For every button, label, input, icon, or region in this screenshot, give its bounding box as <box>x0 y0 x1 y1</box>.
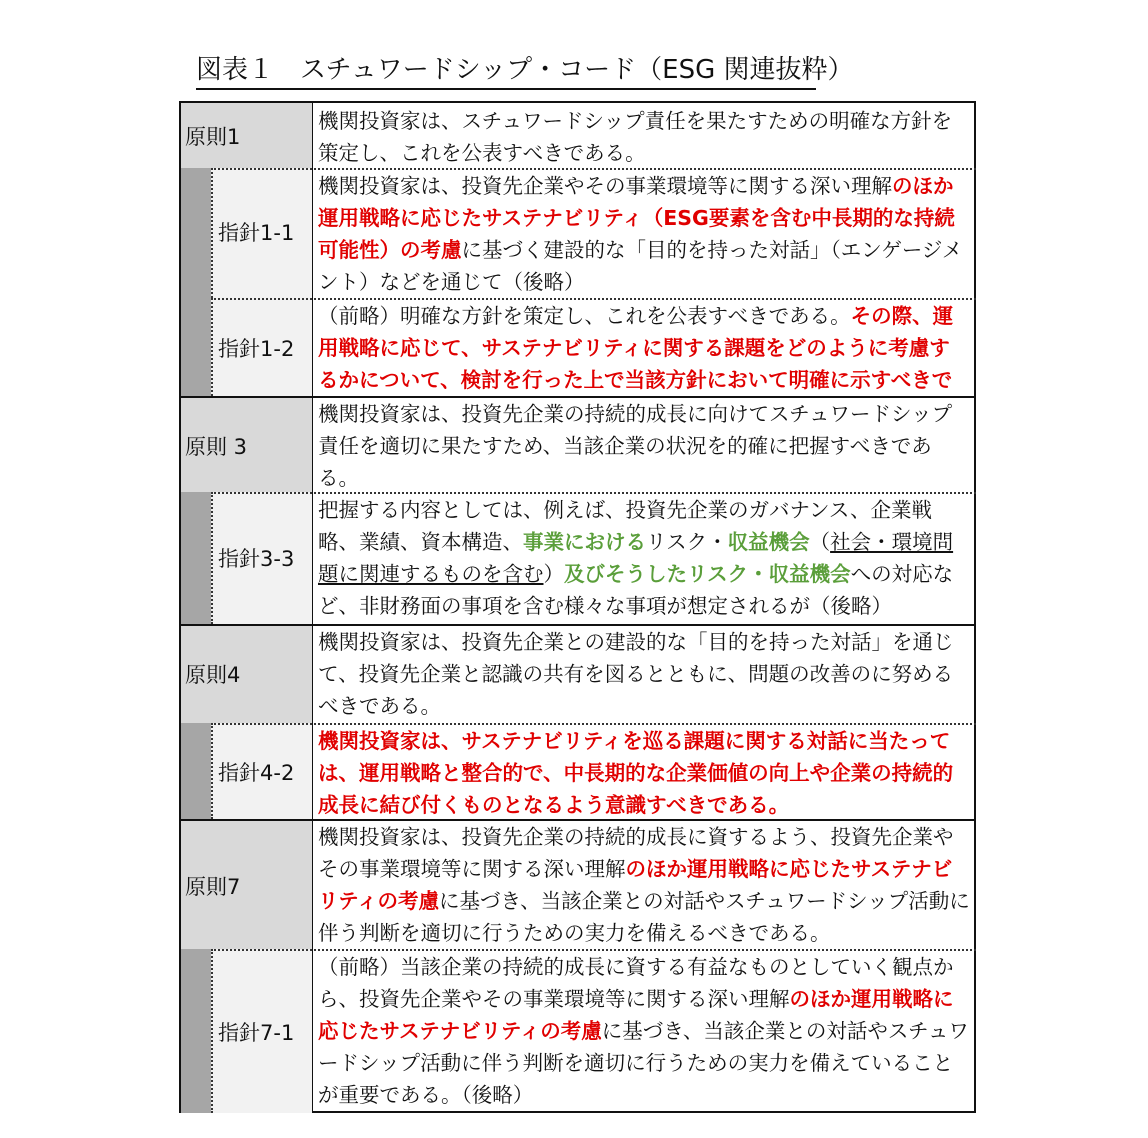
text-segment: 機関投資家は、投資先企業やその事業環境等に関する深い理解 <box>318 174 892 198</box>
underlined-text: 社会・環境問題に関連するものを含む <box>318 530 954 586</box>
band-4 <box>181 723 211 819</box>
band-7 <box>181 949 211 1113</box>
guideline-4-2-text <box>318 725 970 819</box>
guideline-1-2-text <box>318 300 970 396</box>
text-segment: （前略）当該企業の持続的成長に資する有益なものとしていく観点から、投資先企業やその事業環境等に関する深い理解 <box>318 955 954 1011</box>
text-segment: 把握する内容としては、例えば、投資先企業のガバナンス、企業戦略、業績、資本構造、 <box>318 498 932 554</box>
guideline-7-1-text <box>318 951 970 1113</box>
column-divider <box>312 103 313 1111</box>
stewardship-code-table <box>179 101 976 1113</box>
highlight-green: 収益機会 <box>727 530 810 554</box>
principle-1-label: 原則1 <box>185 125 241 149</box>
highlight-green: 事業における <box>523 530 646 554</box>
principle-4-label: 原則4 <box>185 663 241 687</box>
principle-7-text <box>318 821 970 949</box>
highlight-green: 及びそうしたリスク・収益機会 <box>564 562 851 586</box>
highlight-red: 機関投資家は、サステナビリティを巡る課題に関する対話に当たっては、運用戦略と整合的で、中長期的な企業価値の向上や企業の持続的成長に結び付くものとなるよう意識すべきである。 <box>318 729 954 817</box>
text-segment: （前略）明確な方針を策定し、これを公表すべきである。 <box>318 304 851 328</box>
text-segment: （ <box>809 530 831 554</box>
figure-title: 図表１ スチュワードシップ・コード（ESG 関連抜粋） <box>196 52 816 90</box>
principle-1-text: 機関投資家は、スチュワードシップ責任を果たすための明確な方針を策定し、これを公表すべきである。 <box>318 109 953 165</box>
highlight-red: のほか運用戦略に応じたサステナビリティの考慮 <box>318 987 954 1043</box>
principle-7-label: 原則7 <box>185 875 241 899</box>
band-3 <box>181 492 211 624</box>
highlight-red: のほか運用戦略に応じたサステナビリティ（ESG要素を含む中長期的な持続可能性）の考慮 <box>318 174 955 262</box>
guideline-4-2-label: 指針4-2 <box>218 761 295 785</box>
text-segment: への対応など、非財務面の事項を含む様々な事項が想定されるが（後略） <box>318 562 954 618</box>
guideline-3-3-text <box>318 494 970 623</box>
text-segment: に基づく建設的な「目的を持った対話」（エンゲージメント）などを通じて（後略） <box>318 238 963 294</box>
principle-3-text: 機関投資家は、投資先企業の持続的成長に向けてスチュワードシップ責任を適切に果たすため、当該企業の状況を的確に把握すべきである。 <box>318 402 953 490</box>
guideline-1-1-text <box>318 170 970 298</box>
text-segment: 機関投資家は、投資先企業の持続的成長に資するよう、投資先企業やその事業環境等に関する深い理解 <box>318 825 954 881</box>
guideline-3-3-label: 指針3-3 <box>218 547 295 571</box>
highlight-red: その際、運用戦略に応じて、サステナビリティに関する課題をどのように考慮するかについて、検討を行った上で当該方針において明確に示すべきで <box>318 304 954 392</box>
guideline-1-2-label: 指針1-2 <box>218 337 295 361</box>
text-segment: に基づき、当該企業との対話やスチュワードシップ活動に伴う判断を適切に行うための実力を備えるべきである。 <box>318 889 970 945</box>
text-segment: ） <box>543 562 564 586</box>
highlight-red: のほか運用戦略に応じたサステナビリティの考慮 <box>318 857 953 913</box>
guideline-1-1-label: 指針1-1 <box>218 221 295 245</box>
band-1 <box>181 168 211 396</box>
guideline-7-1-label: 指針7-1 <box>218 1021 295 1045</box>
principle-4-text: 機関投資家は、投資先企業との建設的な「目的を持った対話」を通じて、投資先企業と認識の共有を図るとともに、問題の改善のに努めるべきである。 <box>318 630 954 718</box>
principle-3-label: 原則 3 <box>185 435 248 459</box>
text-segment: に基づき、当該企業との対話やスチュワードシップ活動に伴う判断を適切に行うための実力を備えていることが重要である。（後略） <box>318 1019 969 1107</box>
text-segment: リスク・ <box>646 530 728 554</box>
